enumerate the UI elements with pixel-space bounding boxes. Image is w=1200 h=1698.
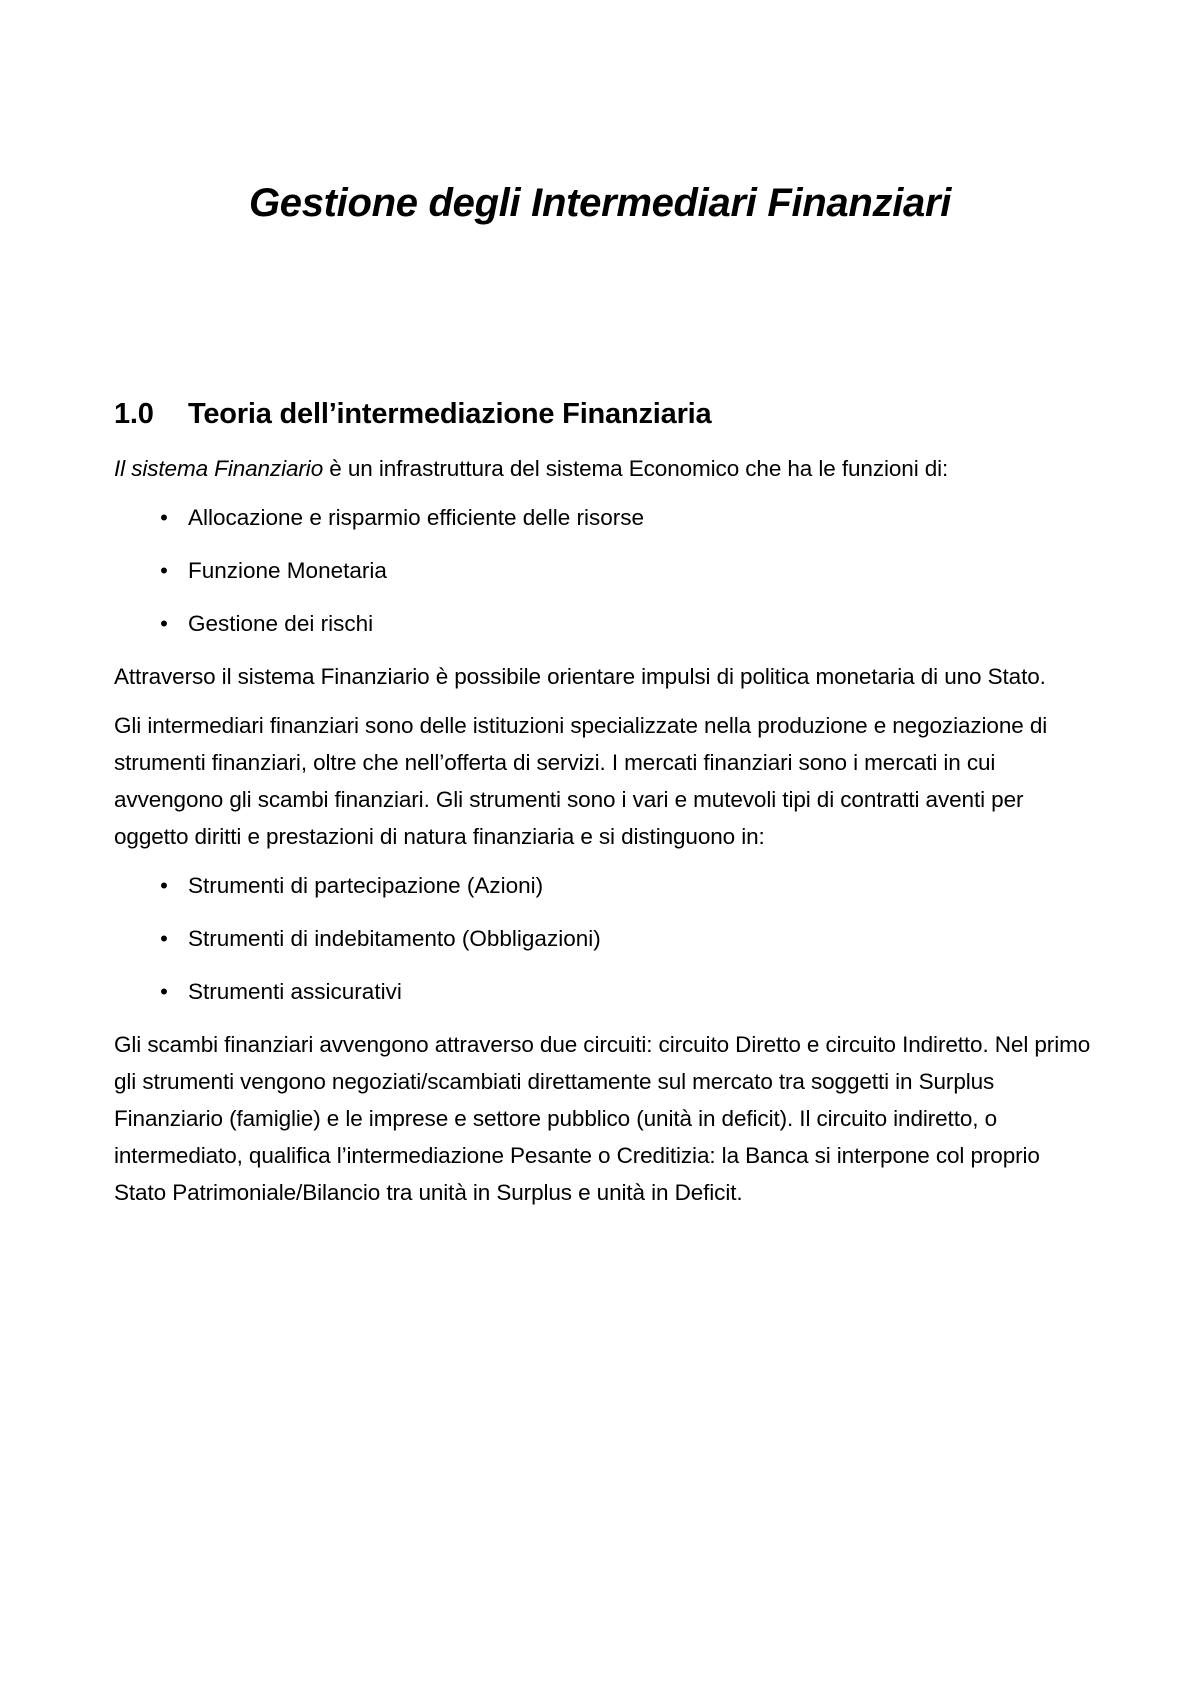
bullet-icon: •	[160, 926, 168, 951]
paragraph-political-monetary: Attraverso il sistema Finanziario è possibile orientare impulsi di politica monetaria di uno Stato.	[114, 664, 1046, 689]
document-title: Gestione degli Intermediari Finanziari	[248, 181, 952, 225]
intro-text: è un infrastruttura del sistema Economico che ha le funzioni di:	[323, 456, 949, 481]
list-item-text: Allocazione e risparmio efficiente delle risorse	[188, 505, 645, 530]
section-title: Teoria dell’intermediazione Finanziaria	[188, 398, 712, 430]
section-heading	[114, 394, 1094, 434]
list-item	[114, 499, 1094, 536]
list-item-text: Strumenti assicurativi	[188, 979, 402, 1004]
bullet-icon: •	[160, 558, 168, 583]
bullet-icon: •	[160, 611, 168, 636]
section-number: 1.0	[114, 398, 154, 430]
list-item-text: Gestione dei rischi	[188, 611, 374, 636]
paragraph-intermediaries: Gli intermediari finanziari sono delle istituzioni specializzate nella produzione e negoziazione di strumenti finanziari, oltre che nell’offerta di servizi. I mercati finanziari sono i mercati in cui avvengono gli scambi finanziari. Gli strumenti sono i vari e mutevoli tipi di contratti aventi per oggetto diritti e prestazioni di natura finanziaria e si distinguono in:	[114, 713, 1048, 849]
list-item	[114, 867, 1094, 904]
list-item	[114, 973, 1094, 1010]
list-item	[114, 605, 1094, 642]
list-item-text: Strumenti di partecipazione (Azioni)	[188, 873, 544, 898]
intro-italic-term: Il sistema Finanziario	[114, 456, 324, 481]
bullet-icon: •	[160, 979, 168, 1004]
paragraph-circuits: Gli scambi finanziari avvengono attraverso due circuiti: circuito Diretto e circuito Indiretto. Nel primo gli strumenti vengono negoziati/scambiati direttamente sul mercato tra soggetti in Surplus Finanziario (famiglie) e le imprese e settore pubblico (unità in deficit). Il circuito indiretto, o intermediato, qualifica l’intermediazione Pesante o Creditizia: la Banca si interpone col proprio Stato Patrimoniale/Bilancio tra unità in Surplus e unità in Deficit.	[114, 1032, 1091, 1205]
list-item	[114, 920, 1094, 957]
list-item-text: Strumenti di indebitamento (Obbligazioni)	[188, 926, 601, 951]
list-item-text: Funzione Monetaria	[188, 558, 387, 583]
bullet-icon: •	[160, 505, 168, 530]
functions-list	[114, 499, 1094, 642]
list-item	[114, 552, 1094, 589]
bullet-icon: •	[160, 873, 168, 898]
instruments-list	[114, 867, 1094, 1010]
intro-paragraph	[114, 450, 1094, 487]
document-body	[114, 394, 1094, 1223]
